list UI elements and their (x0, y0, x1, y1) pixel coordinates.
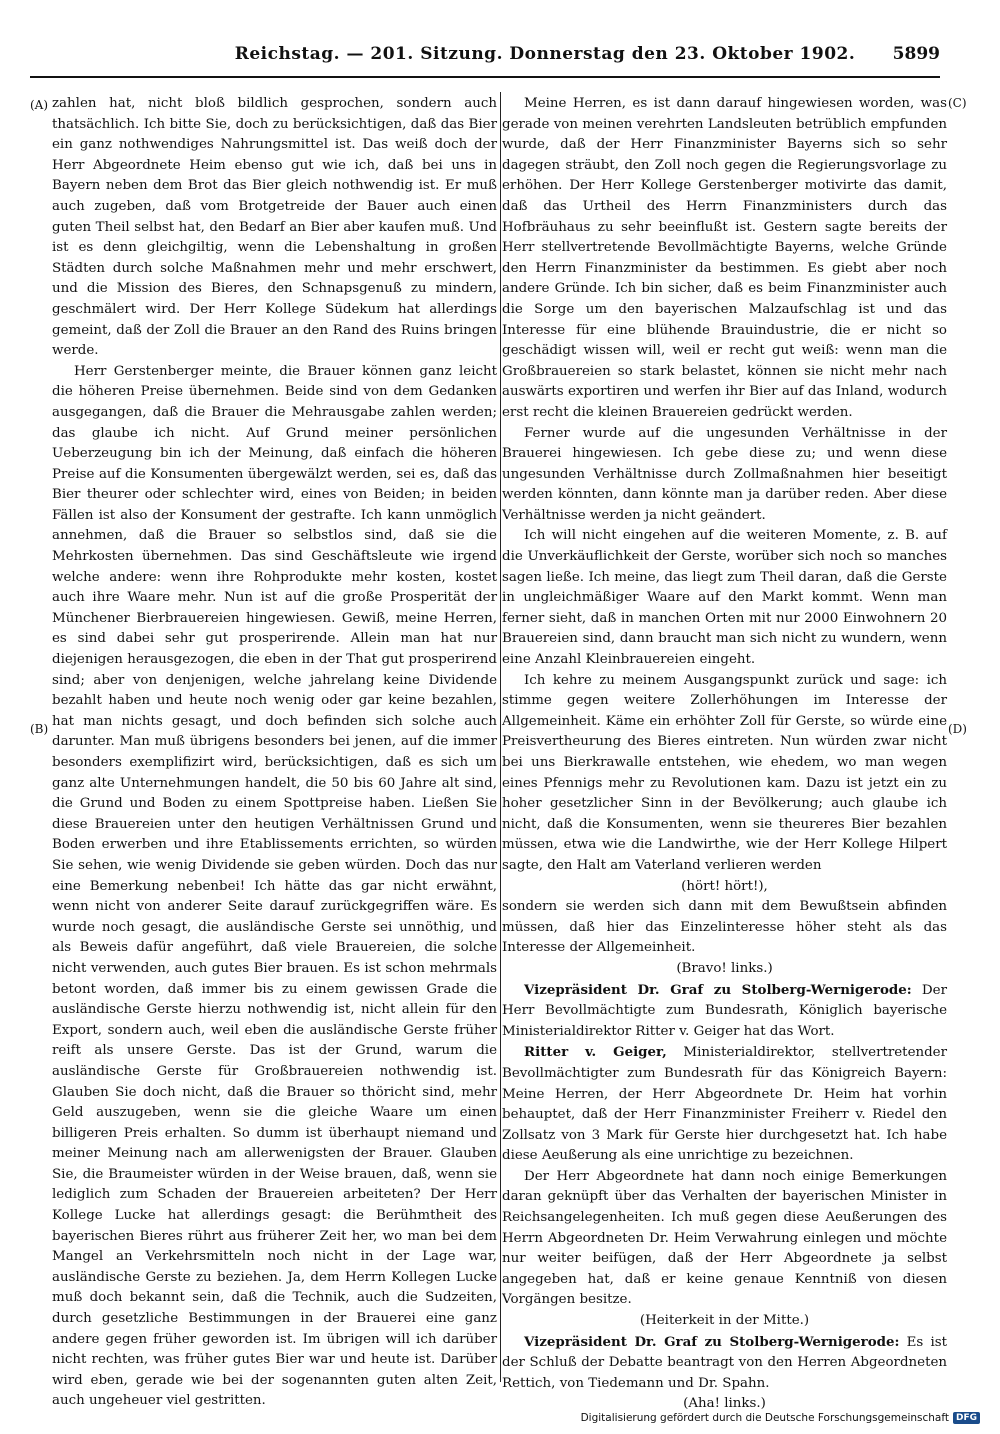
running-title: Reichstag. — 201. Sitzung. Donnerstag den 23. Oktober 1902. (234, 44, 856, 64)
interjection: (Heiterkeit in der Mitte.) (639, 1313, 810, 1329)
speech-text: Es ist der Schluß der Debatte beantragt von den Herren Abgeordneten Rettich, von Tiedemann und Dr. Spahn. (502, 1334, 947, 1391)
speech-text: Der Herr Bevollmächtigte zum Bundesrath, Königlich bayerische Ministerialdirektor Ritter v. Geiger hat das Wort. (502, 982, 947, 1039)
page-number: 5899 (892, 44, 940, 64)
interjection: (hört! hört!), (681, 878, 768, 894)
margin-marker-d: (D) (948, 722, 967, 736)
paragraph: Herr Gerstenberger meinte, die Brauer können ganz leicht die höheren Preise übernehmen. Beide sind von dem Gedanken ausgegangen, daß die Brauer die Mehrausgabe zahlen werden; das glaube ich nicht. Auf Grund meiner persönlichen Ueberzeugung bin ich der Meinung, daß einfach die höheren Preise auf die Konsumenten übergewälzt werden, sei es, daß das Bier theurer oder schlechter wird, eines von Beiden; in beiden Fällen ist also der Konsument der gestrafte. Ich kann unmöglich annehmen, daß die Brauer so selbstlos sind, daß sie die Mehrkosten übernehmen. Das sind Geschäftsleute wie irgend welche andere: wenn ihre Rohprodukte mehr kosten, kostet auch ihre Waare mehr. Nun ist auf die große Prosperität der Münchener Bierbrauereien hingewiesen. Gewiß, meine Herren, es sind dabei sehr gut prosperirende. Allein man hat nur diejenigen herausgezogen, die eben in der That gut prosperirend sind; aber von denjenigen, welche jahrelang keine Dividende bezahlt haben und heute noch wenig oder gar keine bezahlen, hat man nichts gesagt, und doch befinden sich solche auch darunter. Man muß übrigens besonders bei jenen, auf die immer besonders exemplifizirt wird, berücksichtigen, daß es sich um ganz alte Unternehmungen handelt, die 50 bis 60 Jahre alt sind, die Grund und Boden zu einem Spottpreise haben. Ließen Sie diese Brauereien unter den heutigen Verhältnissen Grund und Boden erwerben und ihre Etablissements errichten, so würden Sie sehen, wie wenig Dividende sie geben würden. Doch das nur eine Bemerkung nebenbei! Ich hätte das gar nicht erwähnt, wenn nicht von anderer Seite darauf zurückgegriffen wäre. Es wurde noch gesagt, die ausländische Gerste sei unnöthig, und als Beweis dafür angeführt, daß viele Brauereien, die solche nicht verwenden, auch gutes Bier brauen. Es ist schon mehrmals betont worden, daß immer bis zu einem gewissen Grade die ausländische Gerste hierzu nothwendig ist, nicht allein für den Export, sondern auch, weil eben die ausländische Gerste früher reift als unsere Gerste. Das ist der Grund, warum die ausländische Gerste für Großbrauereien nothwendig ist. Glauben Sie doch nicht, daß die Brauer so thöricht sind, mehr Geld auszugeben, wenn sie die gleiche Waare um einen billigeren Preis erhalten. So dumm ist überhaupt niemand und meiner Meinung nach am allerwenigsten der Brauer. Glauben Sie, die Braumeister würden in der Weise brauen, daß, wenn sie lediglich zum Schaden der Brauereien arbeiteten? Der Herr Kollege Lucke hat allerdings gesagt: die Berühmtheit des bayerischen Bieres rührt aus früherer Zeit her, wo man bei dem Mangel an Verkehrsmitteln noch nicht in der Lage war, ausländische Gerste zu beziehen. Ja, dem Herrn Kollegen Lucke muß doch bekannt sein, daß die Technik, auch die Sudzeiten, durch gesetzliche Bestimmungen in der Brauerei eine ganz andere gegen früher geworden ist. Im übrigen will ich darüber nicht rechten, was früher gutes Bier war und heute ist. Darüber wird eben, gerade wie bei der sogenannten guten alten Zeit, auch ungeheuer viel gestritten. (52, 363, 497, 1409)
digitization-footer (581, 1412, 980, 1424)
left-column (52, 94, 497, 1409)
speaker-name: Vizepräsident Dr. Graf zu Stolberg-Wernigerode: (524, 981, 912, 998)
column-divider (500, 92, 501, 1382)
interjection: (Aha! links.) (683, 1396, 766, 1412)
speaker-paragraph (502, 1332, 947, 1395)
right-column (502, 94, 948, 1412)
speaker-paragraph (502, 1042, 947, 1167)
margin-marker-a: (A) (30, 98, 49, 112)
speaker-paragraph (502, 980, 947, 1043)
paragraph: Meine Herren, es ist dann darauf hingewiesen worden, was gerade von meinen verehrten Landsleuten betrüblich empfunden wurde, daß der Herr Finanzminister Bayerns sich so sehr dagegen sträubt, den Zoll noch gegen die Regierungsvorlage zu erhöhen. Der Herr Kollege Gerstenberger motivirte das damit, daß das Urtheil des Herrn Finanzministers durch das Hofbräuhaus zu sehr beeinflußt ist. Gestern sagte bereits der Herr stellvertretende Bevollmächtigte Bayerns, welche Gründe den Herrn Finanzminister da bestimmen. Es giebt aber noch andere Gründe. Ich bin sicher, daß es beim Finanzminister auch die Sorge um den bayerischen Malzaufschlag ist und das Interesse für eine blühende Brauindustrie, die er nicht so geschädigt wissen will, weil er recht gut weiß: wenn man die Großbrauereien so stark belastet, können sie nicht mehr nach auswärts exportiren und werfen ihr Bier auf das Inland, wodurch erst recht die kleinen Brauereien gedrückt werden. (502, 96, 947, 420)
interjection: (Bravo! links.) (676, 960, 773, 976)
speech-text: Ministerialdirektor, stellvertretender Bevollmächtigter zum Bundesrath für das Königreich Bayern: Meine Herren, der Herr Abgeordnete Dr. Heim hat vorhin behauptet, daß der Herr Finanzminister Freiherr v. Riedel den Zollsatz von 3 Mark für Gerste hier durchgesetzt hat. Ich habe diese Aeußerung als eine unrichtige zu bezeichnen. (502, 1045, 948, 1164)
paragraph: Der Herr Abgeordnete hat dann noch einige Bemerkungen daran geknüpft über das Verhalten der bayerischen Minister in Reichsangelegenheiten. Ich muß gegen diese Aeußerungen des Herrn Abgeordneten Dr. Heim Verwahrung einlegen und möchte nur weiter beifügen, daß der Herr Abgeordnete ja selbst angegeben hat, daß er keine genaue Kenntniß von diesen Vorgängen besitze. (502, 1168, 947, 1308)
speaker-name: Vizepräsident Dr. Graf zu Stolberg-Wernigerode: (524, 1333, 900, 1350)
paragraph: Ich will nicht eingehen auf die weiteren Momente, z. B. auf die Unverkäuflichkeit der Gerste, worüber sich noch so manches sagen ließe. Ich meine, das liegt zum Theil daran, daß die Gerste in ungleichmäßiger Waare auf den Markt kommt. Wenn man ferner sieht, daß in manchen Orten mit nur 2000 Einwohnern 20 Brauereien sind, dann braucht man sich nicht zu wundern, wenn eine Anzahl Kleinbrauereien eingeht. (502, 528, 947, 668)
paragraph: Ich kehre zu meinem Ausgangspunkt zurück und sage: ich stimme gegen weitere Zollerhöhungen im Interesse der Allgemeinheit. Käme ein erhöhter Zoll für Gerste, so würde eine Preisvertheurung des Bieres eintreten. Nun würden zwar nicht bei uns Bierkrawalle entstehen, wie ehedem, wo man wegen eines Pfennigs mehr zu Revolutionen kam. Dazu ist jetzt ein zu hoher gesetzlicher Sinn in der Bevölkerung; auch glaube ich nicht, daß die Konsumenten, wenn sie theureres Bier bezahlen müssen, etwa wie die Landwirthe, wie der Herr Kollege Hilpert sagte, den Halt am Vaterland verlieren werden (502, 672, 947, 873)
paragraph: zahlen hat, nicht bloß bildlich gesprochen, sondern auch thatsächlich. Ich bitte Sie, doch zu berücksichtigen, daß das Bier ein ganz nothwendiges Nahrungsmittel ist. Das weiß doch der Herr Abgeordnete Heim ebenso gut wie ich, daß bei uns in Bayern neben dem Brot das Bier gleich nothwendig ist. Er muß auch zugeben, daß vom Brotgetreide der Bauer auch einen guten Theil selbst hat, den Bedarf an Bier aber kaufen muß. Und ist es denn gleichgiltig, wenn die Lebenshaltung in großen Städten durch solche Maßnahmen mehr und mehr erschwert, und die Mission des Bieres, den Schnapsgenuß zu mindern, geschmälert wird. Der Herr Kollege Südekum hat allerdings gemeint, daß der Zoll die Brauer an den Rand des Ruins bringen werde. (52, 96, 497, 359)
margin-marker-c: (C) (948, 96, 967, 110)
dfg-logo: DFG (953, 1412, 980, 1424)
paragraph: Ferner wurde auf die ungesunden Verhältnisse in der Brauerei hingewiesen. Ich gebe diese zu; und wenn diese ungesunden Verhältnisse durch Zollmaßnahmen hier beseitigt werden könnten, dann könnte man ja darüber reden. Aber diese Verhältnisse werden ja nicht geändert. (502, 425, 947, 523)
margin-marker-b: (B) (30, 722, 49, 736)
footer-text: Digitalisierung gefördert durch die Deutsche Forschungsgemeinschaft (580, 1412, 949, 1424)
paragraph: sondern sie werden sich dann mit dem Bewußtsein abfinden müssen, daß hier das Einzelinteresse höher steht als das Interesse der Allgemeinheit. (502, 899, 947, 956)
page-header (30, 40, 940, 78)
speaker-name: Ritter v. Geiger, (524, 1044, 667, 1061)
